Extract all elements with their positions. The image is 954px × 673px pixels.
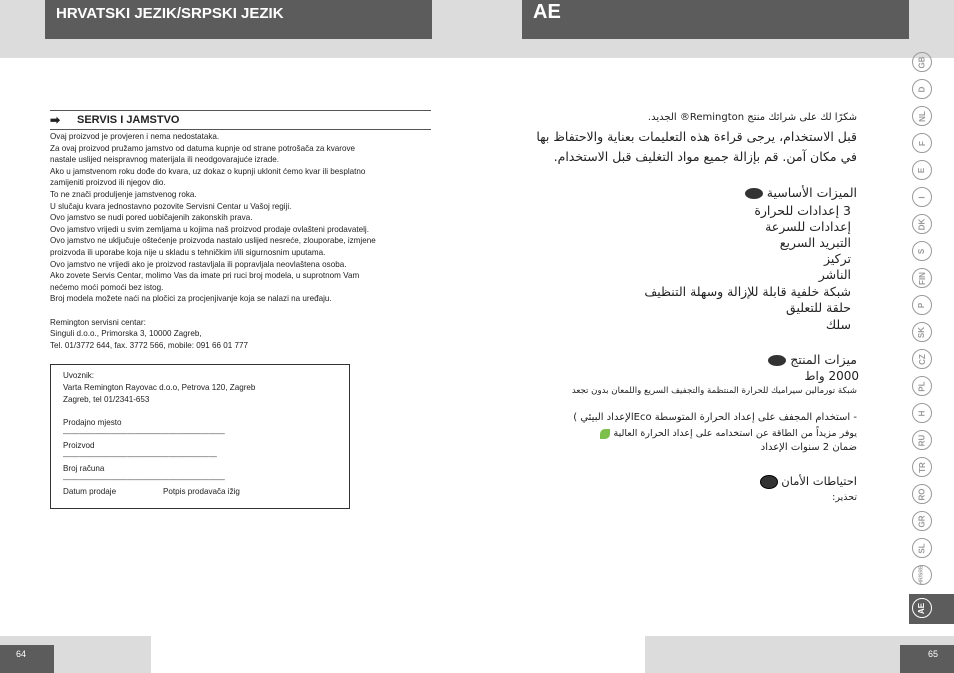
product-feature-text: يوفر مزيداً من الطاقة عن استخدامه على إعداد الحرارة العالية [613, 428, 857, 439]
text-line: Broj modela možete naći na pločici za procjenjivanje koja se nalazi na uređaju. [50, 294, 332, 304]
service-line: Tel. 01/3772 644, fax. 3772 566, mobile: 091 66 01 777 [50, 340, 248, 350]
page-number-right: 65 [900, 645, 954, 673]
feature-item: 3 إعدادات للحرارة [754, 203, 851, 218]
signature-label: Potpis prodavača ižig [163, 487, 240, 496]
product-features-title: ميزات المنتج [790, 352, 857, 367]
safety-title: احتياطات الأمان [781, 474, 857, 488]
tab-cz[interactable]: CZ [912, 349, 932, 369]
product-label: Proizvod [63, 441, 95, 450]
safety-heading [760, 474, 857, 489]
feature-item: شبكة خلفية قابلة للإزالة وسهلة التنظيف [644, 284, 851, 299]
feature-item: حلقة للتعليق [786, 300, 851, 315]
service-line: Remington servisni centar: [50, 317, 146, 327]
features-heading [745, 185, 857, 200]
service-line: Singuli d.o.o., Primorska 3, 10000 Zagreb, [50, 329, 202, 339]
right-page-header: AE [522, 0, 909, 39]
warranty-card [50, 364, 350, 509]
feature-item: التبريد السريع [779, 235, 851, 250]
text-line: zamijeniti proizvod ili njegov dio. [50, 178, 166, 188]
left-page-header: HRVATSKI JEZIK/SRPSKI JEZIK [45, 0, 432, 39]
text-line: Za ovaj proizvod pružamo jamstvo od datuma kupnje od strane potrošača za kvarove [50, 143, 356, 153]
tab-s[interactable]: S [912, 241, 932, 261]
tab-h[interactable]: H [912, 403, 932, 423]
tab-d[interactable]: D [912, 79, 932, 99]
tab-fin[interactable]: FIN [912, 268, 932, 288]
text-line: Ovo jamstvo vrijedi u svim zemljama u kojima naš proizvod prodaje ovlašteni prodavatelj. [50, 224, 369, 234]
tab-gr[interactable]: GR [912, 511, 932, 531]
tab-ru[interactable]: RU [912, 430, 932, 450]
tab-e[interactable]: E [912, 160, 932, 180]
text-line: Ovo jamstvo se nudi pored uobičajenih zakonskih prava. [50, 213, 253, 223]
store-label: Prodajno mjesto [63, 418, 122, 427]
page-number-left: 64 [0, 645, 54, 673]
tab-gb[interactable]: GB [912, 52, 932, 72]
importer-label: Uvoznik: [63, 371, 95, 380]
eye-icon [768, 355, 786, 366]
importer-line: Zagreb, tel 01/2341-653 [63, 395, 150, 404]
feature-item: الناشر [818, 267, 851, 282]
tab-tr[interactable]: TR [912, 457, 932, 477]
product-line: ——————————————————— [63, 452, 217, 461]
warranty-text [50, 131, 431, 351]
tab-sl[interactable]: SL [912, 538, 932, 558]
product-feature: - استخدام المجفف على إعداد الحرارة المتوسطة Ecoالإعداد البيئي ) [573, 412, 857, 423]
section-title: SERVIS I JAMSTVO [77, 114, 180, 126]
invoice-line: ———————————————————— [63, 475, 225, 484]
intro-line: في مكان آمن. قم بإزالة جميع مواد التغليف قبل الاستخدام. [553, 149, 857, 164]
arrow-right-icon: ➡ [50, 113, 61, 127]
tab-ro[interactable]: RO [912, 484, 932, 504]
text-line: U slučaju kvara jednostavno pozovite Servisni Centar u Vašoj regiji. [50, 201, 292, 211]
product-feature: ضمان 2 سنوات الإعداد [760, 442, 857, 453]
warning-label: تحذير: [832, 492, 857, 503]
text-line: Ako u jamstvenom roku dođe do kvara, uz dokaz o kupnji uklonit ćemo kvar ili besplatno [50, 166, 366, 176]
text-line: proizvoda ili uporabe koja nije u skladu s tehničkim i/ili sigurnosnim uputama. [50, 247, 326, 257]
tab-pl[interactable]: PL [912, 376, 932, 396]
tab-sk[interactable]: SK [912, 322, 932, 342]
text-line: nećemo moći pomoći bez istog. [50, 282, 164, 292]
eco-leaf-icon [600, 429, 610, 439]
feature-item: إعدادات للسرعة [765, 219, 851, 234]
tab-nl[interactable]: NL [912, 106, 932, 126]
tab-ae[interactable]: AE [912, 598, 932, 618]
store-line: ———————————————————— [63, 429, 225, 438]
features-title: الميزات الأساسية [766, 185, 857, 200]
intro-line: شكرًا لك على شرائك منتج Remington® الجديد. [647, 112, 857, 123]
text-line: Ovaj proizvod je provjeren i nema nedostataka. [50, 132, 220, 141]
product-feature [596, 428, 857, 439]
text-line: Ovo jamstvo ne uključuje oštećenje proizvoda nastalo uslijed nesreće, zlouporabe, izmjene [50, 236, 376, 246]
feature-item: سلك [825, 317, 851, 332]
eye-icon [745, 188, 763, 199]
text-line: Ako zovete Servis Centar, molimo Vas da imate pri ruci broj modela, u suprotnom Vam [50, 271, 360, 281]
product-features-heading [768, 352, 857, 367]
tab-p[interactable]: P [912, 295, 932, 315]
invoice-label: Broj računa [63, 464, 105, 473]
feature-item: تركيز [824, 251, 851, 266]
text-line: To ne znači produljenje jamstvenog roka. [50, 189, 197, 199]
tab-i[interactable]: I [912, 187, 932, 207]
watts: 2000 واط [804, 369, 859, 383]
stop-icon [760, 475, 778, 489]
importer-line: Varta Remington Rayovac d.o.o, Petrova 120, Zagreb [63, 383, 256, 392]
product-feature: شبكة تورمالين سيراميك للحرارة المنتظمة والتجفيف السريع واللمعان بدون تجعد [571, 386, 857, 396]
tab-f[interactable]: F [912, 133, 932, 153]
section-heading [50, 110, 431, 130]
text-line: nastale uslijed neispravnog materijala ili neodgovarajuće izrade. [50, 155, 280, 165]
tab-dk[interactable]: DK [912, 214, 932, 234]
intro-line: قبل الاستخدام، يرجى قراءة هذه التعليمات بعناية والاحتفاظ بها [536, 129, 857, 144]
date-label: Datum prodaje [63, 487, 117, 496]
text-line: Ovo jamstvo ne vrijedi ako je proizvod rastavljala ili popravljala neovlaštena osoba. [50, 259, 347, 269]
tab-hr-srb[interactable]: HR/SRB [912, 565, 932, 585]
